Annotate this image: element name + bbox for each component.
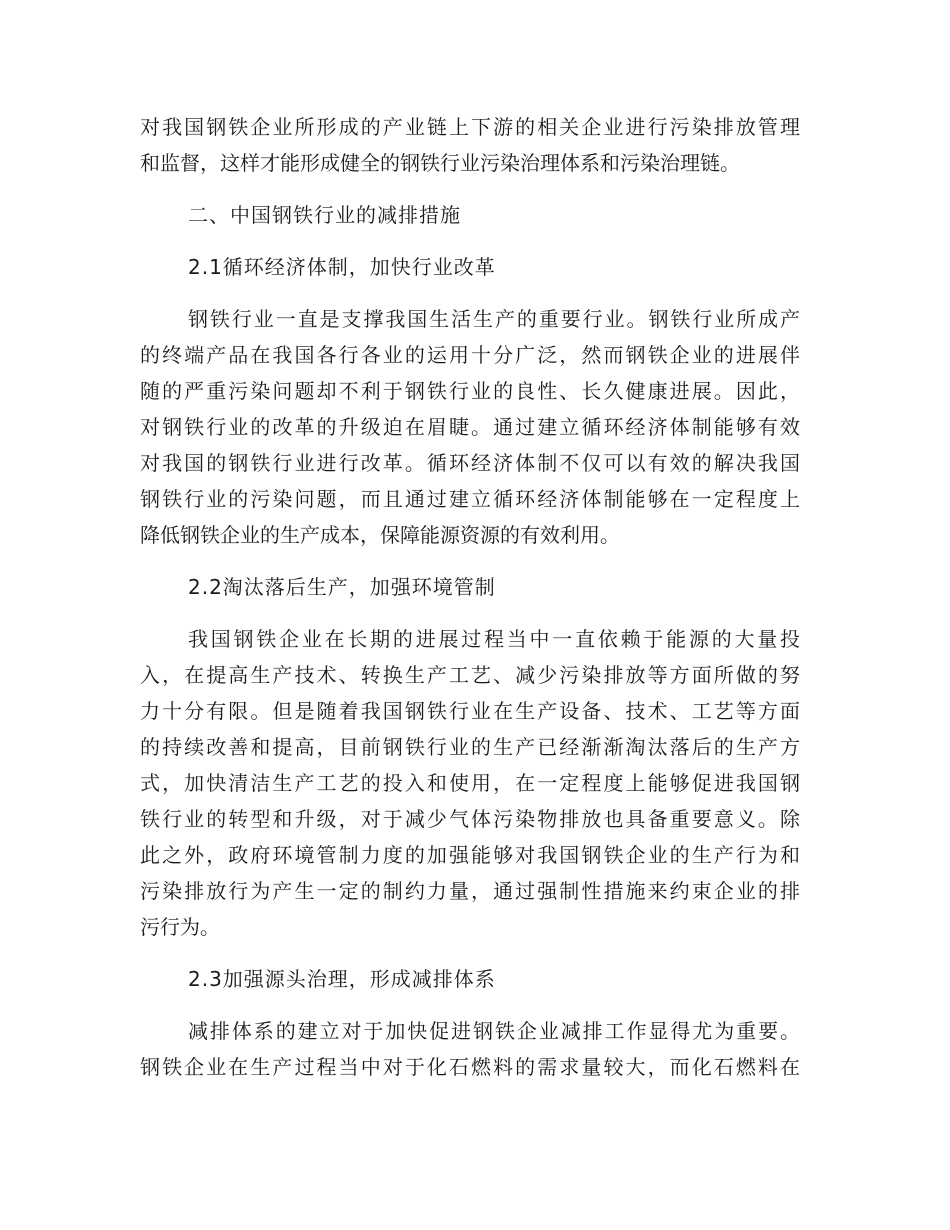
subsection-heading: 2.1循环经济体制，加快行业改革 — [188, 255, 496, 279]
paragraph-line: 的终端产品在我国各行各业的运用十分广泛，然而钢铁企业的进展伴 — [140, 343, 800, 367]
paragraph-line: 我国钢铁企业在长期的进展过程当中一直依赖于能源的大量投 — [188, 627, 800, 651]
paragraph-line: 钢铁行业的污染问题，而且通过建立循环经济体制能够在一定程度上 — [140, 487, 800, 511]
paragraph-line: 降低钢铁企业的生产成本，保障能源资源的有效利用。 — [140, 523, 620, 547]
paragraph-line: 对我国钢铁企业所形成的产业链上下游的相关企业进行污染排放管理 — [140, 115, 800, 139]
paragraph-line: 对我国的钢铁行业进行改革。循环经济体制不仅可以有效的解决我国 — [140, 451, 800, 475]
subsection-heading: 2.3加强源头治理，形成减排体系 — [188, 967, 496, 991]
paragraph-line: 钢铁行业一直是支撑我国生活生产的重要行业。钢铁行业所成产 — [188, 307, 800, 331]
paragraph-line: 的持续改善和提高，目前钢铁行业的生产已经渐渐淘汰落后的生产方 — [140, 735, 800, 759]
section-heading: 二、中国钢铁行业的减排措施 — [188, 203, 461, 227]
paragraph-line: 随的严重污染问题却不利于钢铁行业的良性、长久健康进展。因此， — [140, 379, 800, 403]
paragraph-line: 力十分有限。但是随着我国钢铁行业在生产设备、技术、工艺等方面 — [140, 699, 800, 723]
paragraph-line: 入，在提高生产技术、转换生产工艺、减少污染排放等方面所做的努 — [140, 663, 800, 687]
paragraph-line: 和监督，这样才能形成健全的钢铁行业污染治理体系和污染治理链。 — [140, 151, 740, 175]
paragraph-line: 对钢铁行业的改革的升级迫在眉睫。通过建立循环经济体制能够有效 — [140, 415, 800, 439]
paragraph-line: 式，加快清洁生产工艺的投入和使用，在一定程度上能够促进我国钢 — [140, 771, 800, 795]
paragraph-line: 污行为。 — [140, 915, 220, 939]
paragraph-line: 钢铁企业在生产过程当中对于化石燃料的需求量较大，而化石燃料在 — [140, 1055, 800, 1079]
paragraph-line: 污染排放行为产生一定的制约力量，通过强制性措施来约束企业的排 — [140, 879, 800, 903]
paragraph-line: 铁行业的转型和升级，对于减少气体污染物排放也具备重要意义。除 — [140, 807, 800, 831]
paragraph-line: 此之外，政府环境管制力度的加强能够对我国钢铁企业的生产行为和 — [140, 843, 800, 867]
subsection-heading: 2.2淘汰落后生产，加强环境管制 — [188, 575, 496, 599]
paragraph-line: 减排体系的建立对于加快促进钢铁企业减排工作显得尤为重要。 — [188, 1019, 800, 1043]
